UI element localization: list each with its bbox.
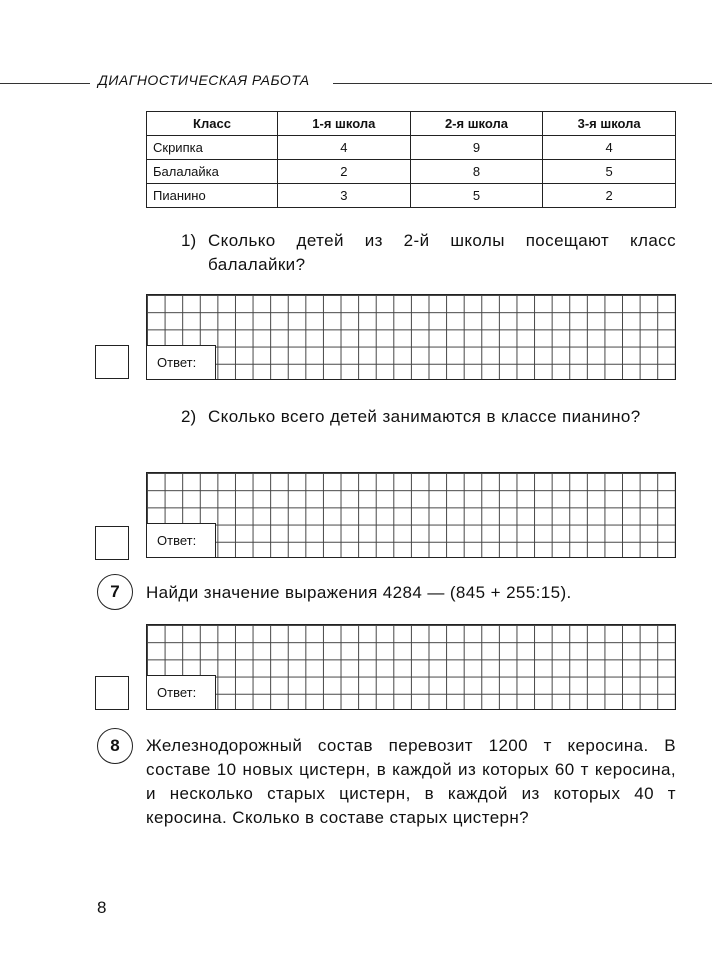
table-cell: 4 (278, 136, 411, 160)
table-row (147, 184, 676, 208)
task-text: Железнодорожный состав перевозит 1200 т керосина. В составе 10 новых цистерн, в каждой из которых 60 т керосина, и несколько старых цистерн, в каждой из которых 40 т керосина. Сколько в составе старых цистерн? (146, 736, 676, 827)
question-text: Сколько всего детей занимаются в классе пианино? (208, 407, 641, 426)
answer-grid[interactable] (146, 624, 676, 710)
table-cell: 2 (278, 160, 411, 184)
table-header-cell: 2-я школа (410, 112, 543, 136)
table-header-cell: 3-я школа (543, 112, 676, 136)
table-cell: 2 (543, 184, 676, 208)
answer-label: Ответ: (147, 675, 216, 709)
answer-label: Ответ: (147, 345, 216, 379)
table-header-cell: Класс (147, 112, 278, 136)
table-cell: 5 (410, 184, 543, 208)
table-cell: Пианино (147, 184, 278, 208)
task-number-circle: 8 (97, 728, 133, 764)
answer-grid[interactable] (146, 472, 676, 558)
table-cell: Скрипка (147, 136, 278, 160)
table-cell: 8 (410, 160, 543, 184)
data-table (146, 111, 676, 208)
table-header-row (147, 112, 676, 136)
table-cell: Балалайка (147, 160, 278, 184)
table-cell: 5 (543, 160, 676, 184)
table-cell: 4 (543, 136, 676, 160)
task-text: Найди значение выражения 4284 — (845 + 255:15). (146, 583, 572, 602)
answer-grid[interactable] (146, 294, 676, 380)
score-box[interactable] (95, 526, 129, 560)
question-number: 2) (181, 407, 197, 426)
task-number-circle: 7 (97, 574, 133, 610)
score-box[interactable] (95, 676, 129, 710)
table-row (147, 160, 676, 184)
header-title: ДИАГНОСТИЧЕСКАЯ РАБОТА (98, 72, 310, 88)
table-cell: 9 (410, 136, 543, 160)
score-box[interactable] (95, 345, 129, 379)
answer-label: Ответ: (147, 523, 216, 557)
question-number: 1) (181, 231, 197, 250)
header-rule-left (0, 83, 90, 84)
table-row (147, 136, 676, 160)
header-rule-right (333, 83, 712, 84)
question-text: Сколько детей из 2-й школы посещают класс балалайки? (208, 231, 676, 274)
table-cell: 3 (278, 184, 411, 208)
page-number: 8 (97, 898, 107, 917)
table-header-cell: 1-я школа (278, 112, 411, 136)
